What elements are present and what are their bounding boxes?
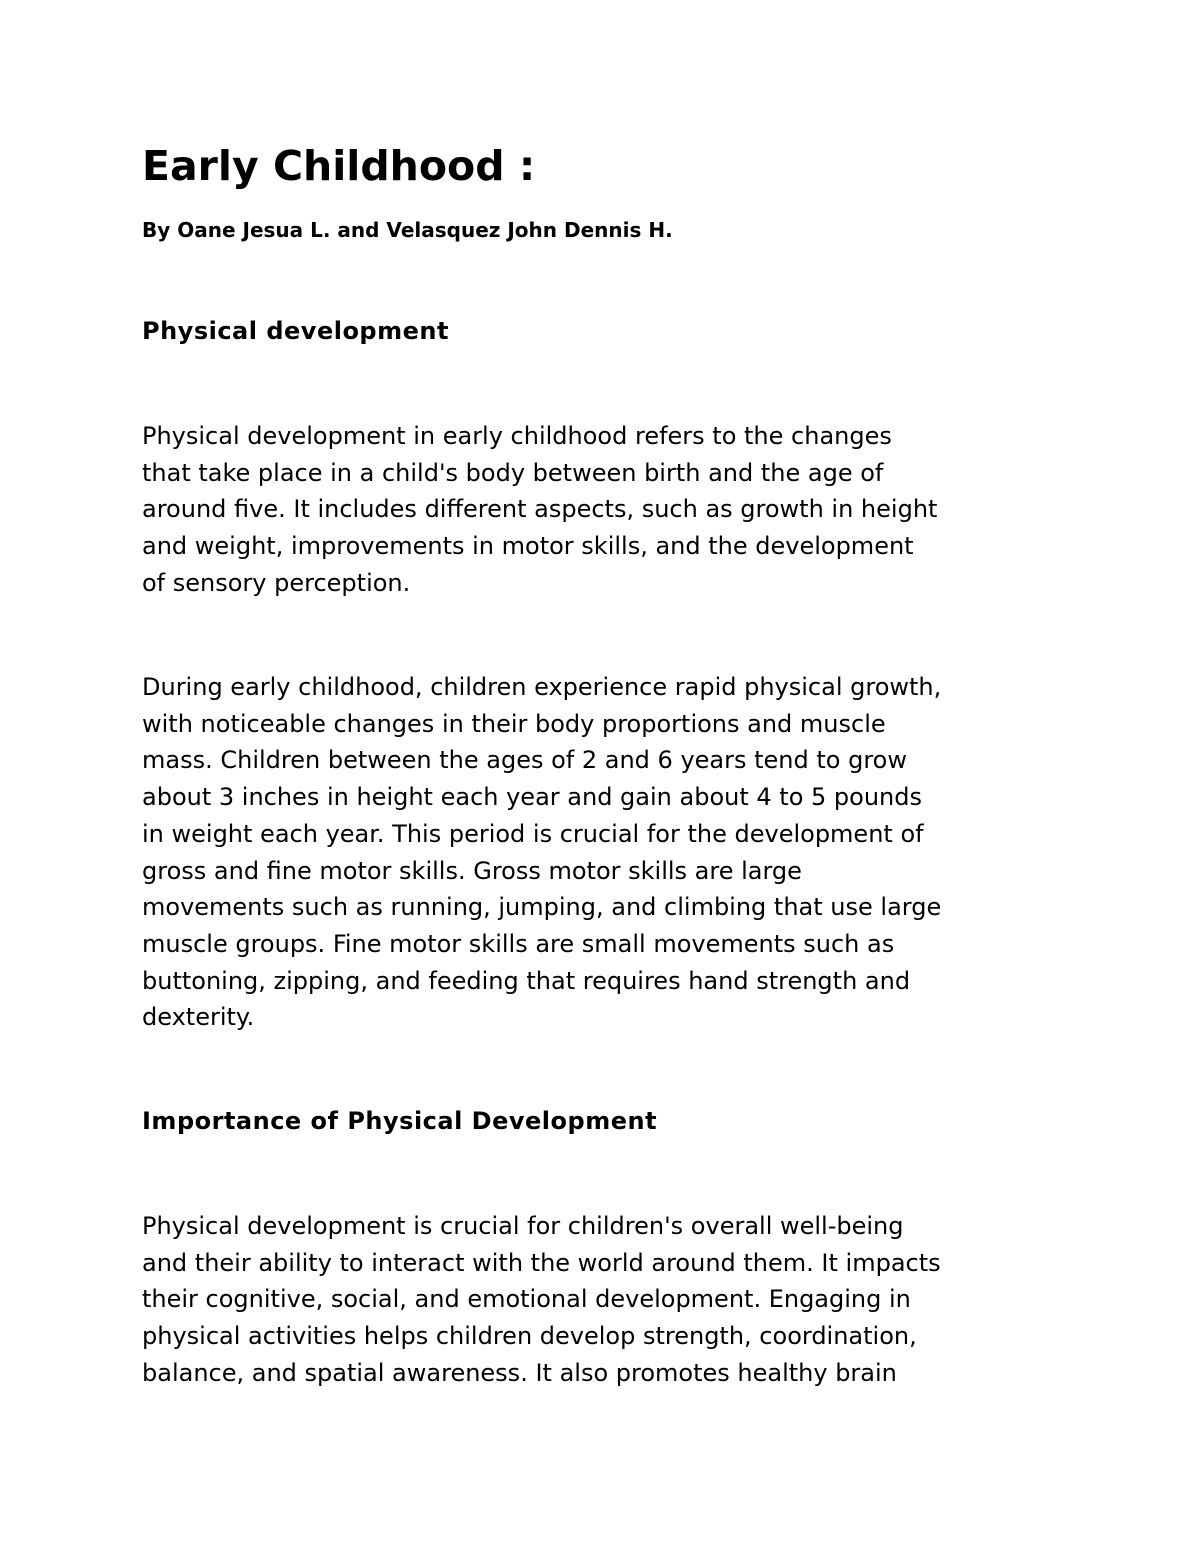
text-line: buttoning, zipping, and feeding that requires hand strength and — [142, 966, 911, 995]
text-line: dexterity. — [142, 1003, 255, 1032]
text-line: that take place in a child's body between birth and the age of — [142, 458, 884, 487]
document-byline: By Oane Jesua L. and Velasquez John Dennis H. — [142, 218, 673, 242]
paragraph-physical-development-definition — [142, 418, 1072, 602]
text-line: of sensory perception. — [142, 568, 411, 597]
text-line: gross and fine motor skills. Gross motor skills are large — [142, 856, 802, 885]
text-line: movements such as running, jumping, and climbing that use large — [142, 893, 942, 922]
text-line: Physical development in early childhood refers to the changes — [142, 422, 892, 450]
paragraph-importance — [142, 1208, 1072, 1392]
text-line: in weight each year. This period is crucial for the development of — [142, 819, 924, 848]
text-line: their cognitive, social, and emotional development. Engaging in — [142, 1285, 911, 1314]
section-heading-physical-development: Physical development — [142, 317, 449, 345]
text-line: around five. It includes different aspects, such as growth in height — [142, 495, 938, 524]
text-line: and weight, improvements in motor skills, and the development — [142, 532, 914, 561]
text-line: about 3 inches in height each year and gain about 4 to 5 pounds — [142, 783, 922, 812]
text-line: Physical development is crucial for children's overall well-being — [142, 1212, 904, 1240]
text-line: with noticeable changes in their body proportions and muscle — [142, 709, 886, 738]
text-line: During early childhood, children experience rapid physical growth, — [142, 673, 942, 701]
text-line: muscle groups. Fine motor skills are small movements such as — [142, 929, 895, 958]
text-line: and their ability to interact with the world around them. It impacts — [142, 1248, 941, 1277]
paragraph-rapid-growth — [142, 669, 1072, 1036]
document-title: Early Childhood : — [142, 142, 536, 190]
text-line: physical activities helps children develop strength, coordination, — [142, 1322, 917, 1351]
text-line: mass. Children between the ages of 2 and 6 years tend to grow — [142, 746, 907, 775]
text-line: balance, and spatial awareness. It also promotes healthy brain — [142, 1358, 897, 1387]
section-heading-importance: Importance of Physical Development — [142, 1107, 658, 1135]
